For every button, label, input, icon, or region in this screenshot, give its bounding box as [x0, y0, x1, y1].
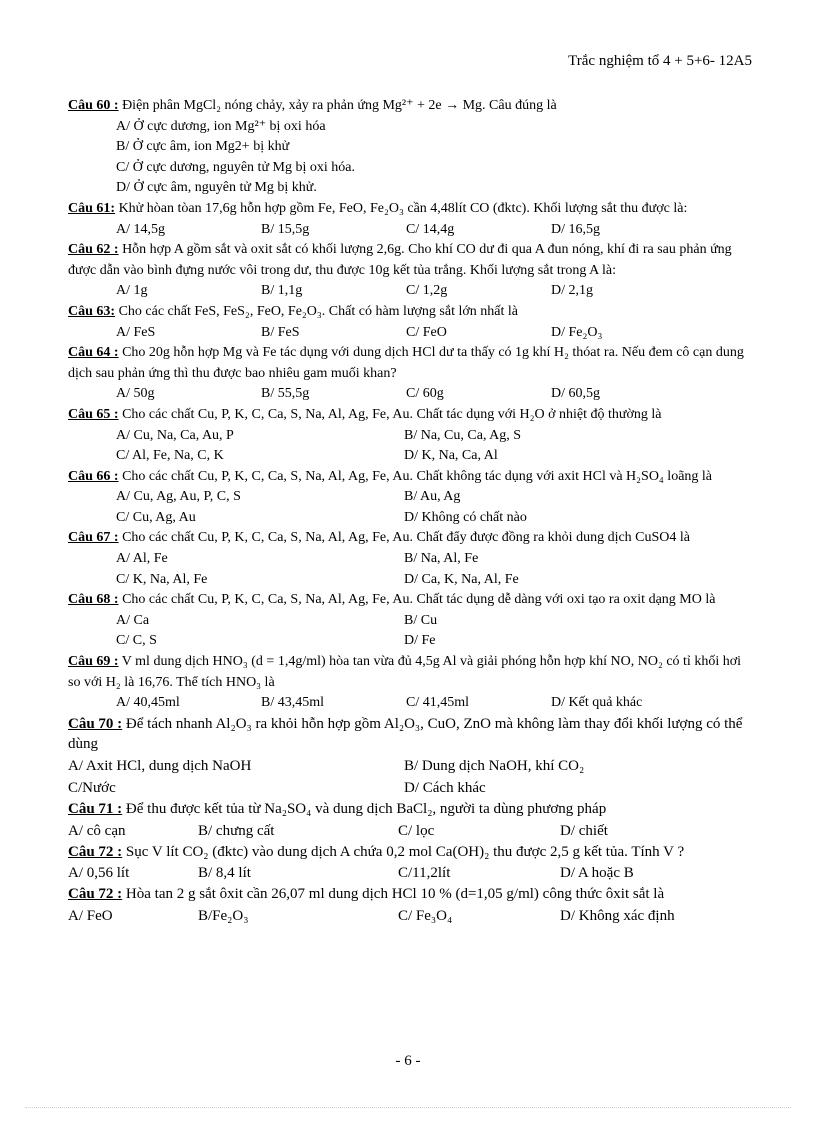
option: D/ Không có chất nào: [404, 509, 527, 525]
option: B/ Ở cực âm, ion Mg2+ bị khử: [116, 139, 290, 155]
option: C/11,2lít: [398, 865, 451, 882]
option: B/ 8,4 lít: [198, 865, 251, 882]
question-number: Câu 72 :: [68, 843, 123, 860]
question-number: Câu 61:: [68, 200, 116, 216]
option: C/ K, Na, Al, Fe: [116, 571, 208, 587]
option: D/ 60,5g: [551, 386, 600, 402]
option: B/ 15,5g: [261, 221, 310, 237]
option-list: [68, 862, 752, 884]
option: D/ A hoặc B: [560, 865, 634, 882]
question: [68, 343, 752, 384]
question-text: Cho các chất FeS, FeS₂, FeO, Fe₂O₃. Chất có hàm lượng sắt lớn nhất là: [115, 303, 518, 319]
option: B/ FeS: [261, 324, 300, 340]
question-number: Câu 60 :: [68, 98, 119, 113]
question-list: [68, 96, 752, 927]
option: A/ cô cạn: [68, 822, 126, 839]
question: [68, 467, 752, 488]
question-number: Câu 71 :: [68, 801, 123, 817]
question-number: Câu 64 :: [68, 345, 119, 361]
option: C/ Ở cực dương, nguyên tử Mg bị oxi hóa.: [116, 159, 355, 175]
question: [68, 302, 752, 323]
option-list: [68, 384, 752, 405]
option: D/ Không xác định: [560, 907, 675, 924]
option: D/ 16,5g: [551, 221, 600, 237]
option-list: [68, 323, 752, 344]
question-number: Câu 69 :: [68, 654, 119, 670]
option: B/ Dung dịch NaOH, khí CO₂: [404, 758, 585, 774]
option: C/ 14,4g: [406, 221, 455, 237]
option-list: [68, 426, 752, 467]
question: [68, 199, 752, 220]
page-bottom-divider: [25, 1107, 791, 1108]
question-text: Khử hòan tòan 17,6g hỗn hợp gồm Fe, FeO, Fe₂O₃ cần 4,48lít CO (đktc). Khối lượng sắt thu được là:: [115, 200, 688, 216]
question: [68, 240, 752, 281]
option-list: [68, 611, 752, 652]
option: A/ 14,5g: [116, 221, 165, 237]
option: A/ 0,56 lít: [68, 865, 130, 882]
page-header: Trắc nghiệm tổ 4 + 5+6- 12A5: [568, 53, 752, 69]
option: A/ Ở cực dương, ion Mg²⁺ bị oxi hóa: [116, 118, 326, 134]
option: A/ FeS: [116, 324, 156, 340]
option: B/ 1,1g: [261, 283, 303, 299]
question: [68, 884, 752, 905]
question-text: Cho 20g hỗn hợp Mg và Fe tác dụng với dung dịch HCl dư ta thấy có 1g khí H₂ thóat ra. Nếu đem cô cạn dung dịch sau phản ứng thì thu được bao nhiêu gam muối khan?: [68, 345, 744, 381]
question-number: Câu 65 :: [68, 406, 119, 422]
option: C/ Fe₃O₄: [398, 907, 453, 924]
question-text: Cho các chất Cu, P, K, C, Ca, S, Na, Al, Ag, Fe, Au. Chất đẩy được đồng ra khỏi dung dịch CuSO4 là: [118, 530, 691, 546]
option: A/ FeO: [68, 907, 113, 924]
question: [68, 652, 752, 693]
option: C/ 60g: [406, 386, 444, 402]
option: C/ C, S: [116, 633, 157, 649]
option: C/ lọc: [398, 822, 435, 839]
question-text: Để thu được kết tủa từ Na₂SO₄ và dung dịch BaCl₂, người ta dùng phương pháp: [122, 801, 607, 817]
option: B/ Na, Al, Fe: [404, 551, 479, 567]
option: A/ 50g: [116, 386, 155, 402]
option-list: [68, 220, 752, 241]
option-list: [68, 549, 752, 590]
question: [68, 528, 752, 549]
option: B/ chưng cất: [198, 822, 275, 839]
question-text: Điện phân MgCl₂ nóng chảy, xảy ra phản ứng Mg²⁺ + 2e → Mg. Câu đúng là: [118, 98, 557, 113]
option-list: [68, 755, 752, 799]
option: A/ 1g: [116, 283, 148, 299]
question-number: Câu 63:: [68, 303, 116, 319]
option: A/ Cu, Na, Ca, Au, P: [116, 427, 234, 443]
option: B/ 55,5g: [261, 386, 310, 402]
option: D/ Fe: [404, 633, 436, 649]
option: A/ Ca: [116, 612, 150, 628]
option-list: [68, 905, 752, 927]
question-text: Cho các chất Cu, P, K, C, Ca, S, Na, Al, Ag, Fe, Au. Chất tác dụng dễ dàng với oxi tạo ra oxit dạng MO là: [118, 592, 716, 608]
option: C/ 1,2g: [406, 283, 448, 299]
question-number: Câu 70 :: [68, 715, 123, 732]
question: [68, 842, 752, 863]
option: D/ Cách khác: [404, 780, 486, 796]
option: C/ 41,45ml: [406, 695, 470, 711]
option: A/ Cu, Ag, Au, P, C, S: [116, 489, 241, 505]
question: [68, 799, 752, 820]
page-number: - 6 -: [395, 1053, 421, 1069]
question-number: Câu 67 :: [68, 530, 119, 546]
question: [68, 96, 752, 117]
option-list: [68, 693, 752, 714]
question-text: Cho các chất Cu, P, K, C, Ca, S, Na, Al, Ag, Fe, Au. Chất tác dụng với H₂O ở nhiệt độ thường là: [118, 406, 662, 422]
option: D/ chiết: [560, 822, 608, 839]
question-number: Câu 62 :: [68, 242, 119, 258]
option: A/ Al, Fe: [116, 551, 168, 567]
question-text: Hòa tan 2 g sắt ôxit cần 26,07 ml dung dịch HCl 10 % (d=1,05 g/ml) công thức ôxit sắt là: [122, 886, 665, 903]
option: B/Fe₂O₃: [198, 907, 249, 924]
option: D/ Ở cực âm, nguyên tử Mg bị khử.: [116, 180, 317, 196]
question-number: Câu 66 :: [68, 468, 119, 484]
option: D/ Fe₂O₃: [551, 324, 603, 340]
option: C/ FeO: [406, 324, 447, 340]
option: C/Nước: [68, 780, 116, 796]
question-number: Câu 68 :: [68, 592, 119, 608]
option: D/ K, Na, Ca, Al: [404, 448, 498, 464]
option: B/ Au, Ag: [404, 489, 461, 505]
question: [68, 714, 752, 755]
option-list: [68, 820, 752, 842]
option: B/ Cu: [404, 612, 438, 628]
option: B/ 43,45ml: [261, 695, 325, 711]
question-text: Để tách nhanh Al₂O₃ ra khỏi hỗn hợp gồm Al₂O₃, CuO, ZnO mà không làm thay đổi khối lượng có thể dùng: [68, 715, 743, 753]
question-text: V ml dung dịch HNO₃ (d = 1,4g/ml) hòa tan vừa đủ 4,5g Al và giải phóng hỗn hợp khí NO, NO₂ có tỉ khối hơi so với H₂ là 16,76. Thể tích HNO₃ là: [68, 654, 741, 690]
option: B/ Na, Cu, Ca, Ag, S: [404, 427, 522, 443]
question-text: Sục V lít CO₂ (đktc) vào dung dịch A chứa 0,2 mol Ca(OH)₂ thu được 2,5 g kết tủa. Tính V ?: [122, 843, 685, 860]
option: D/ 2,1g: [551, 283, 593, 299]
option: D/ Kết quả khác: [551, 695, 643, 711]
question: [68, 405, 752, 426]
question: [68, 590, 752, 611]
question-number: Câu 72 :: [68, 886, 123, 903]
option: A/ 40,45ml: [116, 695, 180, 711]
question-text: Cho các chất Cu, P, K, C, Ca, S, Na, Al, Ag, Fe, Au. Chất không tác dụng với axit HCl và H₂SO₄ loãng là: [118, 468, 713, 484]
option: A/ Axit HCl, dung dịch NaOH: [68, 758, 252, 774]
option: C/ Cu, Ag, Au: [116, 509, 196, 525]
option-list: [68, 117, 752, 199]
option-list: [68, 487, 752, 528]
option: C/ Al, Fe, Na, C, K: [116, 448, 224, 464]
option-list: [68, 281, 752, 302]
question-text: Hỗn hợp A gồm sắt và oxit sắt có khối lượng 2,6g. Cho khí CO dư đi qua A đun nóng, khí đi ra sau phản ứng được dẫn vào bình đựng nước vôi trong dư, thu được 10g kết tủa trắng. Khối lượng sắt trong A là:: [68, 242, 732, 278]
option: D/ Ca, K, Na, Al, Fe: [404, 571, 519, 587]
